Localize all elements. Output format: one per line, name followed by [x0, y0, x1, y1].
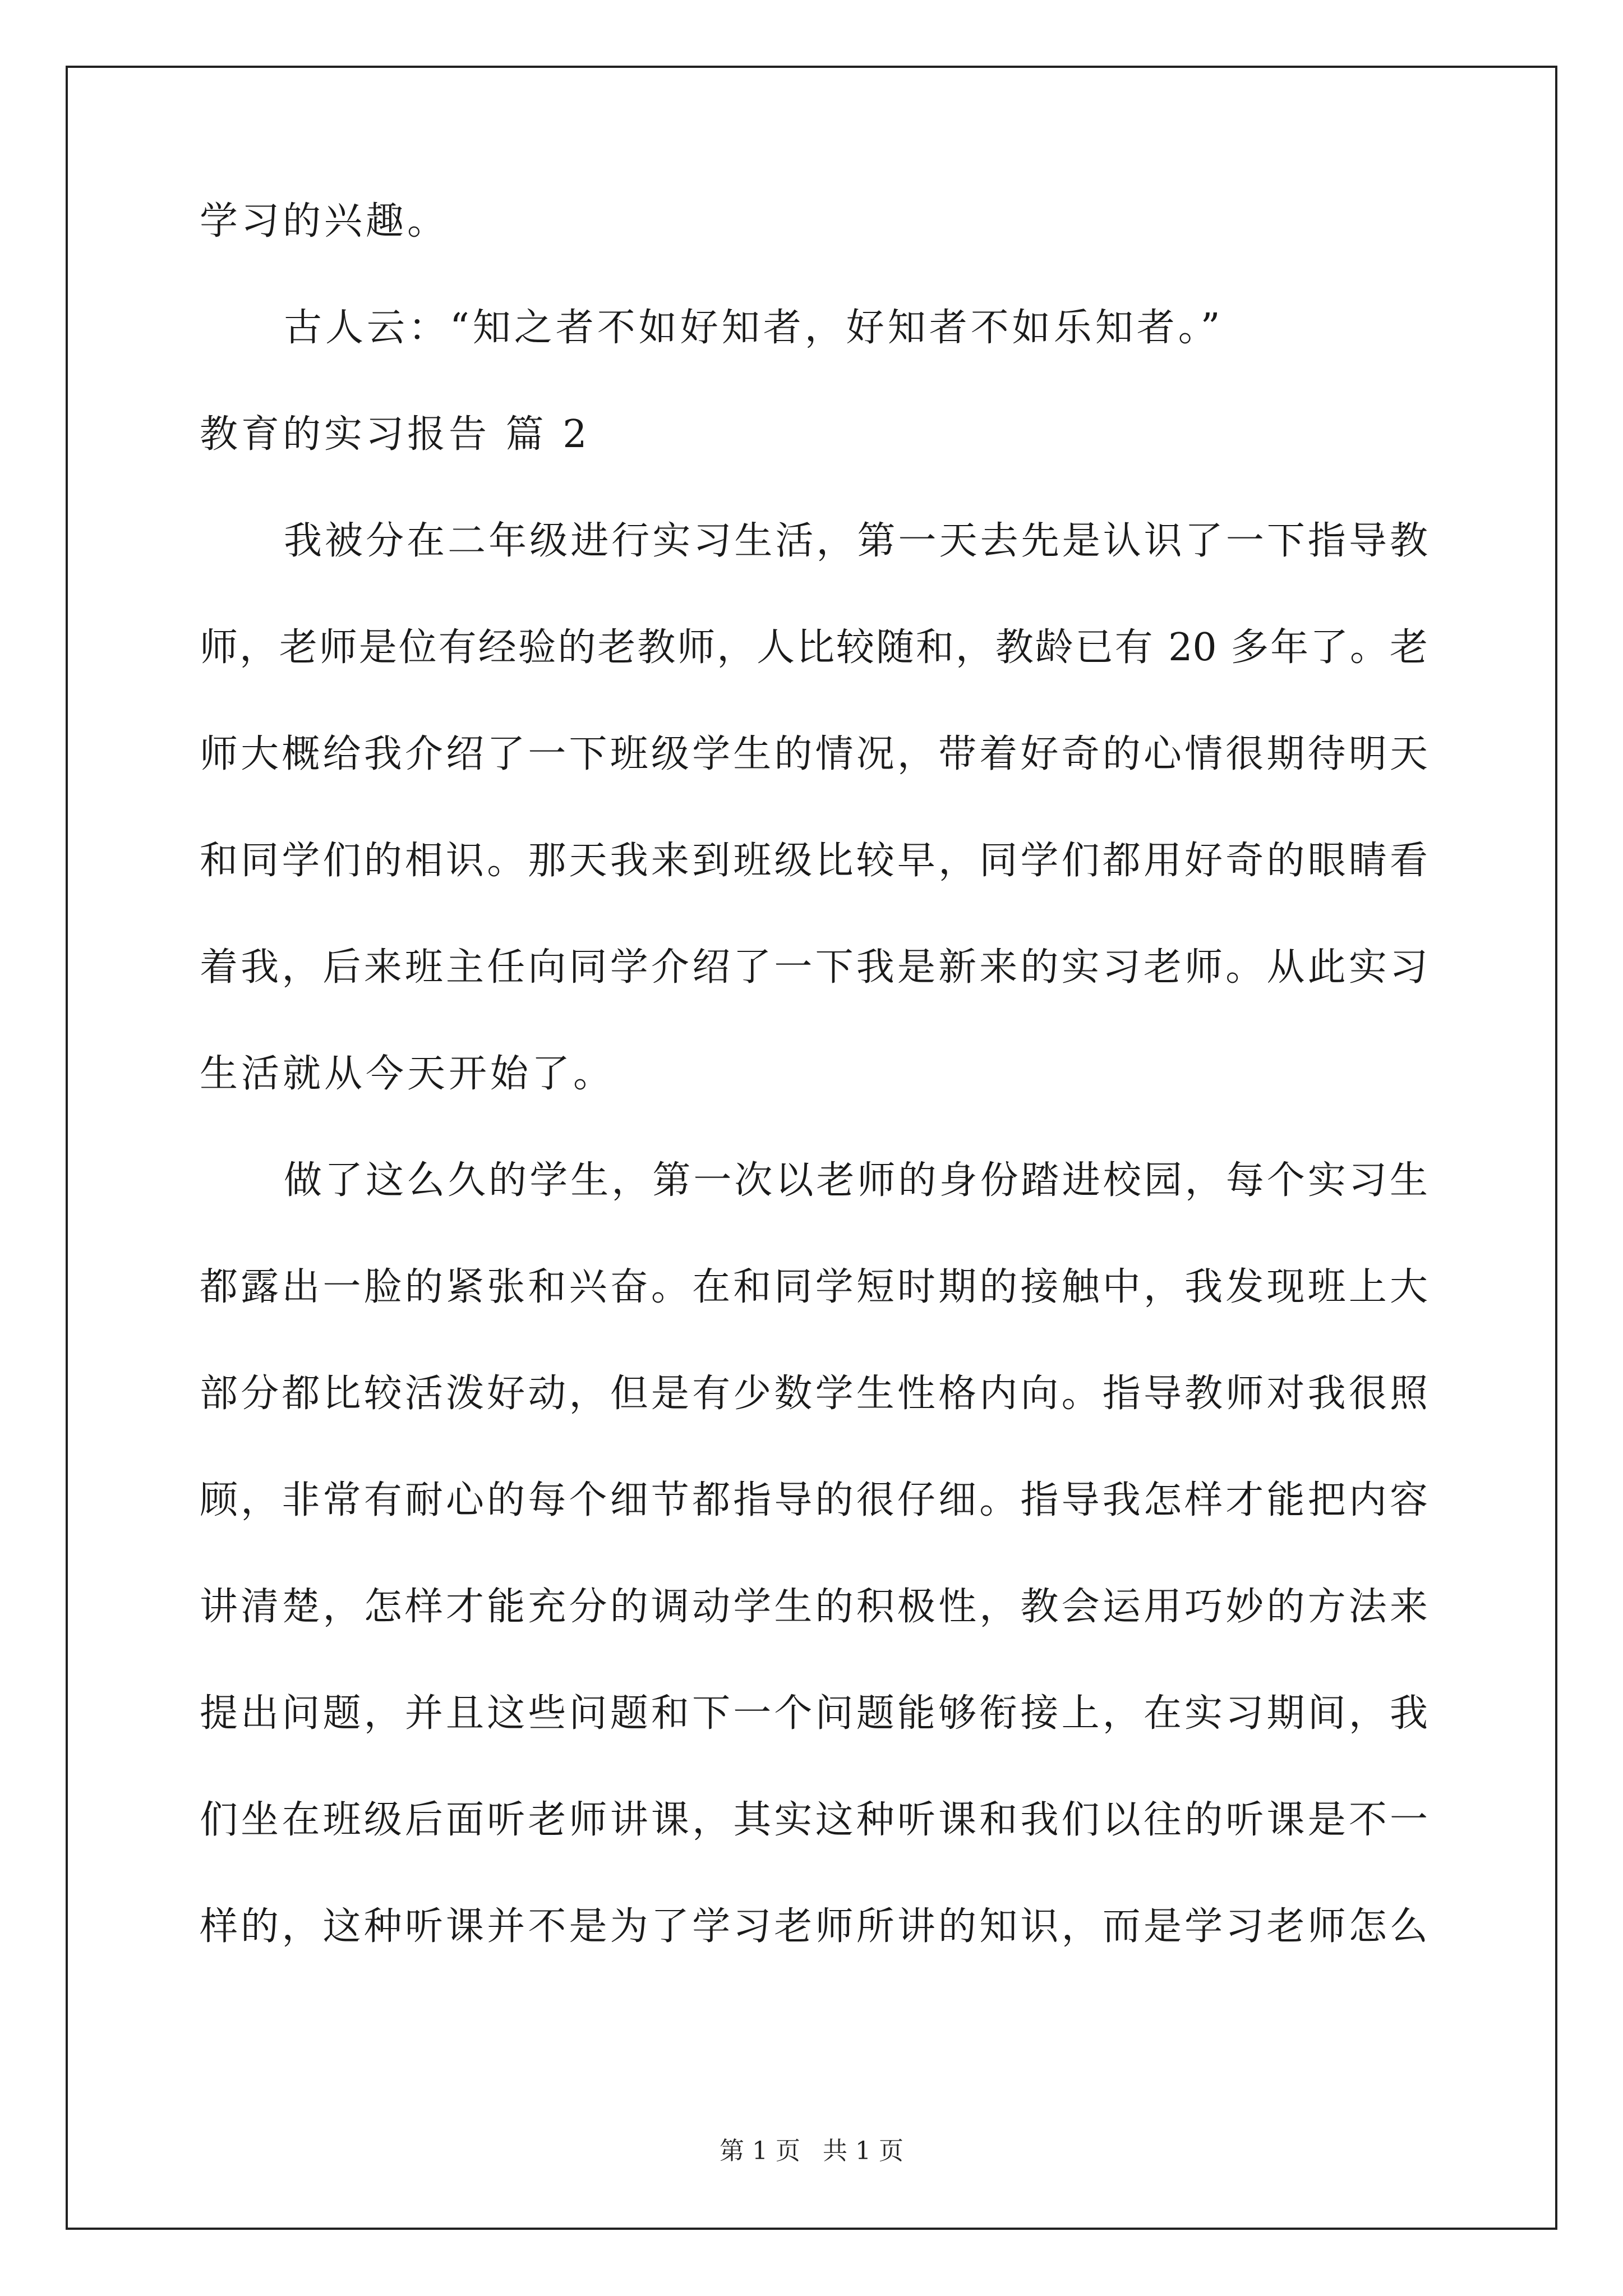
paragraph-line: 着我，后来班主任向同学介绍了一下我是新来的实习老师。从此实习 — [200, 945, 1428, 990]
paragraph-line: 部分都比较活泼好动，但是有少数学生性格内向。指导教师对我很照 — [200, 1372, 1428, 1416]
page-total: 共 1 页 — [823, 2137, 903, 2165]
page-number: 第 1 页 — [720, 2137, 800, 2165]
paragraph-line: 和同学们的相识。那天我来到班级比较早，同学们都用好奇的眼睛看 — [200, 839, 1428, 883]
paragraph-line: 做了这么久的学生，第一次以老师的身份踏进校园，每个实习生 — [284, 1158, 1428, 1203]
paragraph-line: 我被分在二年级进行实习生活，第一天去先是认识了一下指导教 — [284, 519, 1428, 563]
paragraph-line: 学习的兴趣。 — [200, 199, 449, 243]
section-heading: 教育的实习报告 篇 2 — [200, 412, 591, 457]
paragraph-line: 生活就从今天开始了。 — [200, 1052, 615, 1096]
paragraph-line: 师大概给我介绍了一下班级学生的情况，带着好奇的心情很期待明天 — [200, 732, 1428, 776]
paragraph-line: 都露出一脸的紧张和兴奋。在和同学短时期的接触中，我发现班上大 — [200, 1265, 1428, 1309]
paragraph-line: 们坐在班级后面听老师讲课，其实这种听课和我们以往的听课是不一 — [200, 1798, 1428, 1842]
paragraph-line: 古人云：“知之者不如好知者，好知者不如乐知者。” — [284, 306, 1224, 350]
paragraph-line: 师，老师是位有经验的老教师，人比较随和，教龄已有 20 多年了。老 — [200, 625, 1428, 670]
page-footer — [0, 2134, 1623, 2168]
paragraph-line: 样的，这种听课并不是为了学习老师所讲的知识，而是学习老师怎么 — [200, 1904, 1428, 1949]
paragraph-line: 提出问题，并且这些问题和下一个问题能够衔接上，在实习期间，我 — [200, 1691, 1428, 1736]
paragraph-line: 讲清楚，怎样才能充分的调动学生的积极性，教会运用巧妙的方法来 — [200, 1585, 1428, 1629]
paragraph-line: 顾，非常有耐心的每个细节都指导的很仔细。指导我怎样才能把内容 — [200, 1478, 1428, 1522]
